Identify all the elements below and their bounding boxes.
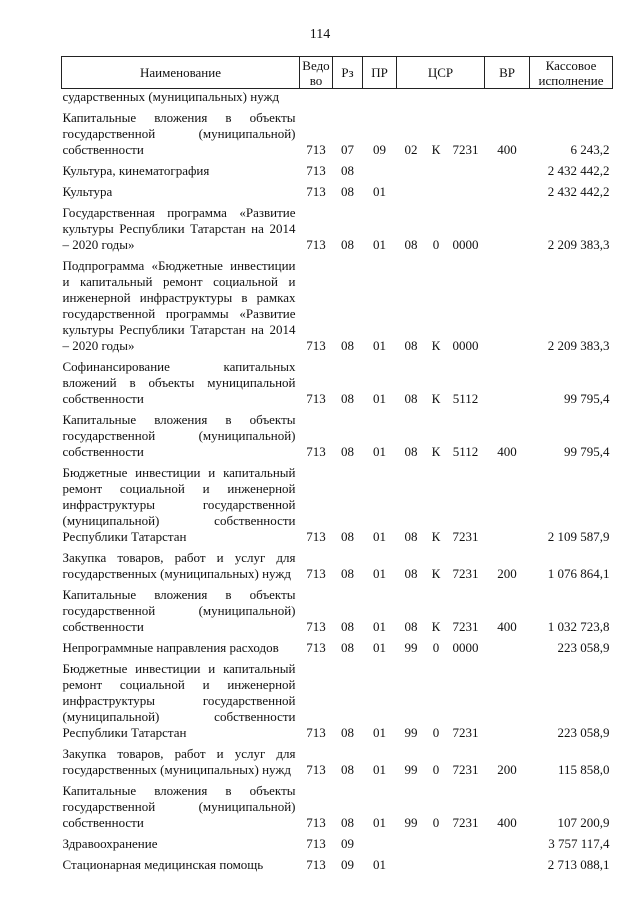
row-csr-program: 08 [404,237,418,252]
row-amount: 115 858,0 [557,762,610,777]
row-csr-program: 02 [404,142,418,157]
row-csr-program: 08 [404,391,418,406]
row-csr-program: 08 [404,566,418,581]
row-ved: 713 [306,184,326,199]
header-rz: Рз [333,57,363,89]
row-csr-program [397,89,426,108]
row-ved: 713 [306,444,326,459]
row-vr: 400 [497,815,517,830]
row-amount: 2 432 442,2 [547,184,610,199]
row-vr [485,202,530,255]
row-vr: 400 [497,142,517,157]
row-pr: 01 [373,857,386,872]
table-row [62,462,613,547]
row-csr-sub: К [431,444,441,459]
table-row [62,89,613,108]
row-csr-sub: К [431,619,441,634]
row-ved: 713 [306,163,326,178]
row-rz: 08 [341,640,354,655]
row-vr [485,255,530,356]
budget-table [61,56,613,875]
row-vr [485,833,530,854]
row-amount: 1 032 723,8 [547,619,610,634]
row-rz: 08 [341,725,354,740]
row-pr: 01 [373,237,386,252]
row-amount: 1 076 864,1 [547,566,610,581]
row-csr-direction: 7231 [452,142,479,157]
row-csr-direction [447,833,485,854]
row-csr-program: 99 [404,815,418,830]
row-csr-sub: К [431,566,441,581]
row-name: Капитальные вложения в объекты государственной (муниципальной) собственности [62,587,296,634]
header-pr: ПР [363,57,397,89]
row-csr-sub [426,160,447,181]
row-csr-sub: 0 [432,762,440,777]
header-csr: ЦСР [397,57,485,89]
row-ved: 713 [306,725,326,740]
row-csr-direction: 7231 [452,815,479,830]
row-rz: 08 [341,338,354,353]
table-row [62,637,613,658]
row-amount: 107 200,9 [557,815,610,830]
row-name: Закупка товаров, работ и услуг для государственных (муниципальных) нужд [62,550,296,581]
table-row [62,202,613,255]
row-csr-direction: 5112 [452,391,479,406]
row-vr: 400 [497,444,517,459]
row-name: Культура [62,184,113,199]
row-pr: 01 [373,444,386,459]
row-csr-sub: К [431,391,441,406]
row-csr-direction [447,854,485,875]
row-csr-sub: К [431,338,441,353]
row-rz: 07 [341,142,354,157]
row-name: Софинансирование капитальных вложений в объекты муниципальной собственности [62,359,296,406]
row-vr [485,854,530,875]
row-pr: 01 [373,640,386,655]
row-ved [300,89,333,108]
row-name: Бюджетные инвестиции и капитальный ремонт социальной и инженерной инфраструктуры государственной (муниципальной) собственности Республики Татарстан [62,465,296,544]
row-csr-direction: 0000 [452,640,479,655]
row-rz: 08 [341,566,354,581]
row-rz: 08 [341,391,354,406]
row-csr-direction: 0000 [452,237,479,252]
row-rz [333,89,363,108]
row-csr-sub: К [431,529,441,544]
row-csr-program [397,181,426,202]
row-name: сударственных (муниципальных) нужд [62,89,280,104]
row-csr-program [397,833,426,854]
row-ved: 713 [306,142,326,157]
row-pr: 01 [373,815,386,830]
row-name: Здравоохранение [62,836,158,851]
table-body [62,89,613,876]
header-sum-line1: Кассовое [545,57,597,73]
row-vr [485,637,530,658]
row-csr-program: 99 [404,725,418,740]
row-name: Капитальные вложения в объекты государственной (муниципальной) собственности [62,783,296,830]
row-rz: 08 [341,762,354,777]
table-header [62,57,613,89]
row-pr: 09 [373,142,386,157]
table-row [62,547,613,584]
row-rz: 08 [341,163,354,178]
row-ved: 713 [306,762,326,777]
row-name: Капитальные вложения в объекты государственной (муниципальной) собственности [62,110,296,157]
row-rz: 08 [341,444,354,459]
row-rz: 09 [341,836,354,851]
table-row [62,854,613,875]
row-amount: 223 058,9 [557,640,610,655]
table-row [62,409,613,462]
row-vr [485,160,530,181]
row-ved: 713 [306,338,326,353]
row-ved: 713 [306,836,326,851]
row-rz: 08 [341,529,354,544]
row-csr-program [397,854,426,875]
row-csr-sub [426,833,447,854]
row-csr-direction: 7231 [452,529,479,544]
table-row [62,160,613,181]
row-csr-program: 08 [404,619,418,634]
row-rz: 08 [341,619,354,634]
row-pr: 01 [373,725,386,740]
row-rz: 08 [341,237,354,252]
row-csr-sub: 0 [432,815,440,830]
row-pr [363,89,397,108]
row-amount: 3 757 117,4 [548,836,610,851]
row-csr-sub [426,181,447,202]
row-amount: 223 058,9 [557,725,610,740]
row-csr-program: 08 [404,444,418,459]
row-csr-direction [447,89,485,108]
row-amount: 2 209 383,3 [547,237,610,252]
row-csr-direction: 7231 [452,725,479,740]
row-pr: 01 [373,566,386,581]
row-vr [485,356,530,409]
row-ved: 713 [306,640,326,655]
row-csr-direction: 7231 [452,566,479,581]
row-pr: 01 [373,619,386,634]
row-ved: 713 [306,529,326,544]
row-pr: 01 [373,184,386,199]
row-ved: 713 [306,237,326,252]
row-rz: 08 [341,184,354,199]
row-csr-sub: 0 [432,725,440,740]
row-amount: 99 795,4 [564,444,610,459]
row-vr [485,658,530,743]
row-name: Культура, кинематография [62,163,210,178]
table-row [62,356,613,409]
table-row [62,255,613,356]
table-row [62,181,613,202]
row-csr-direction: 7231 [452,762,479,777]
row-amount [530,89,613,108]
row-pr: 01 [373,391,386,406]
row-vr [485,89,530,108]
row-rz: 08 [341,815,354,830]
row-ved: 713 [306,566,326,581]
row-rz: 09 [341,857,354,872]
row-csr-program: 99 [404,762,418,777]
row-pr [363,160,397,181]
header-ved [300,57,333,89]
row-name: Бюджетные инвестиции и капитальный ремонт социальной и инженерной инфраструктуры государственной (муниципальной) собственности Республики Татарстан [62,661,296,740]
table-row [62,780,613,833]
page-number: 114 [309,27,331,42]
row-csr-program: 99 [404,640,418,655]
row-amount: 2 432 442,2 [547,163,610,178]
row-name: Стационарная медицинская помощь [62,857,264,872]
row-csr-sub: 0 [432,640,440,655]
row-csr-sub [426,89,447,108]
header-name: Наименование [62,57,300,89]
header-vr: ВР [485,57,530,89]
row-amount: 2 109 587,9 [547,529,610,544]
row-vr: 400 [497,619,517,634]
table-row [62,833,613,854]
row-name: Капитальные вложения в объекты государственной (муниципальной) собственности [62,412,296,459]
row-ved: 713 [306,815,326,830]
row-csr-program: 08 [404,338,418,353]
row-amount: 2 713 088,1 [547,857,610,872]
table-row [62,743,613,780]
row-name: Непрограммные направления расходов [62,640,279,655]
table-row [62,584,613,637]
row-vr: 200 [497,762,517,777]
row-vr [485,181,530,202]
table-row [62,107,613,160]
row-pr [363,833,397,854]
header-ved-line2: во [309,72,323,88]
header-sum-line2: исполнение [538,72,604,88]
row-name: Закупка товаров, работ и услуг для государственных (муниципальных) нужд [62,746,296,777]
row-csr-direction [447,181,485,202]
header-ved-line1: Ведо [302,57,330,73]
row-amount: 99 795,4 [564,391,610,406]
row-ved: 713 [306,857,326,872]
row-csr-sub [426,854,447,875]
row-amount: 2 209 383,3 [547,338,610,353]
row-csr-direction [447,160,485,181]
row-ved: 713 [306,391,326,406]
row-name: Государственная программа «Развитие культуры Республики Татарстан на 2014 – 2020 годы» [62,205,296,252]
row-amount: 6 243,2 [570,142,610,157]
row-csr-program [397,160,426,181]
row-ved: 713 [306,619,326,634]
row-csr-sub: 0 [432,237,440,252]
row-vr [485,462,530,547]
row-csr-direction: 0000 [452,338,479,353]
row-csr-sub: К [431,142,441,157]
row-name: Подпрограмма «Бюджетные инвестиции и капитальный ремонт социальной и инженерной инфраструктуры в рамках государственной программы «Развитие культуры Республики Татарстан на 2014 – 2020 годы» [62,258,296,353]
row-pr: 01 [373,762,386,777]
header-sum [530,57,613,89]
row-csr-program: 08 [404,529,418,544]
row-csr-direction: 5112 [452,444,479,459]
table-row [62,658,613,743]
row-pr: 01 [373,338,386,353]
row-vr: 200 [497,566,517,581]
row-csr-direction: 7231 [452,619,479,634]
row-pr: 01 [373,529,386,544]
